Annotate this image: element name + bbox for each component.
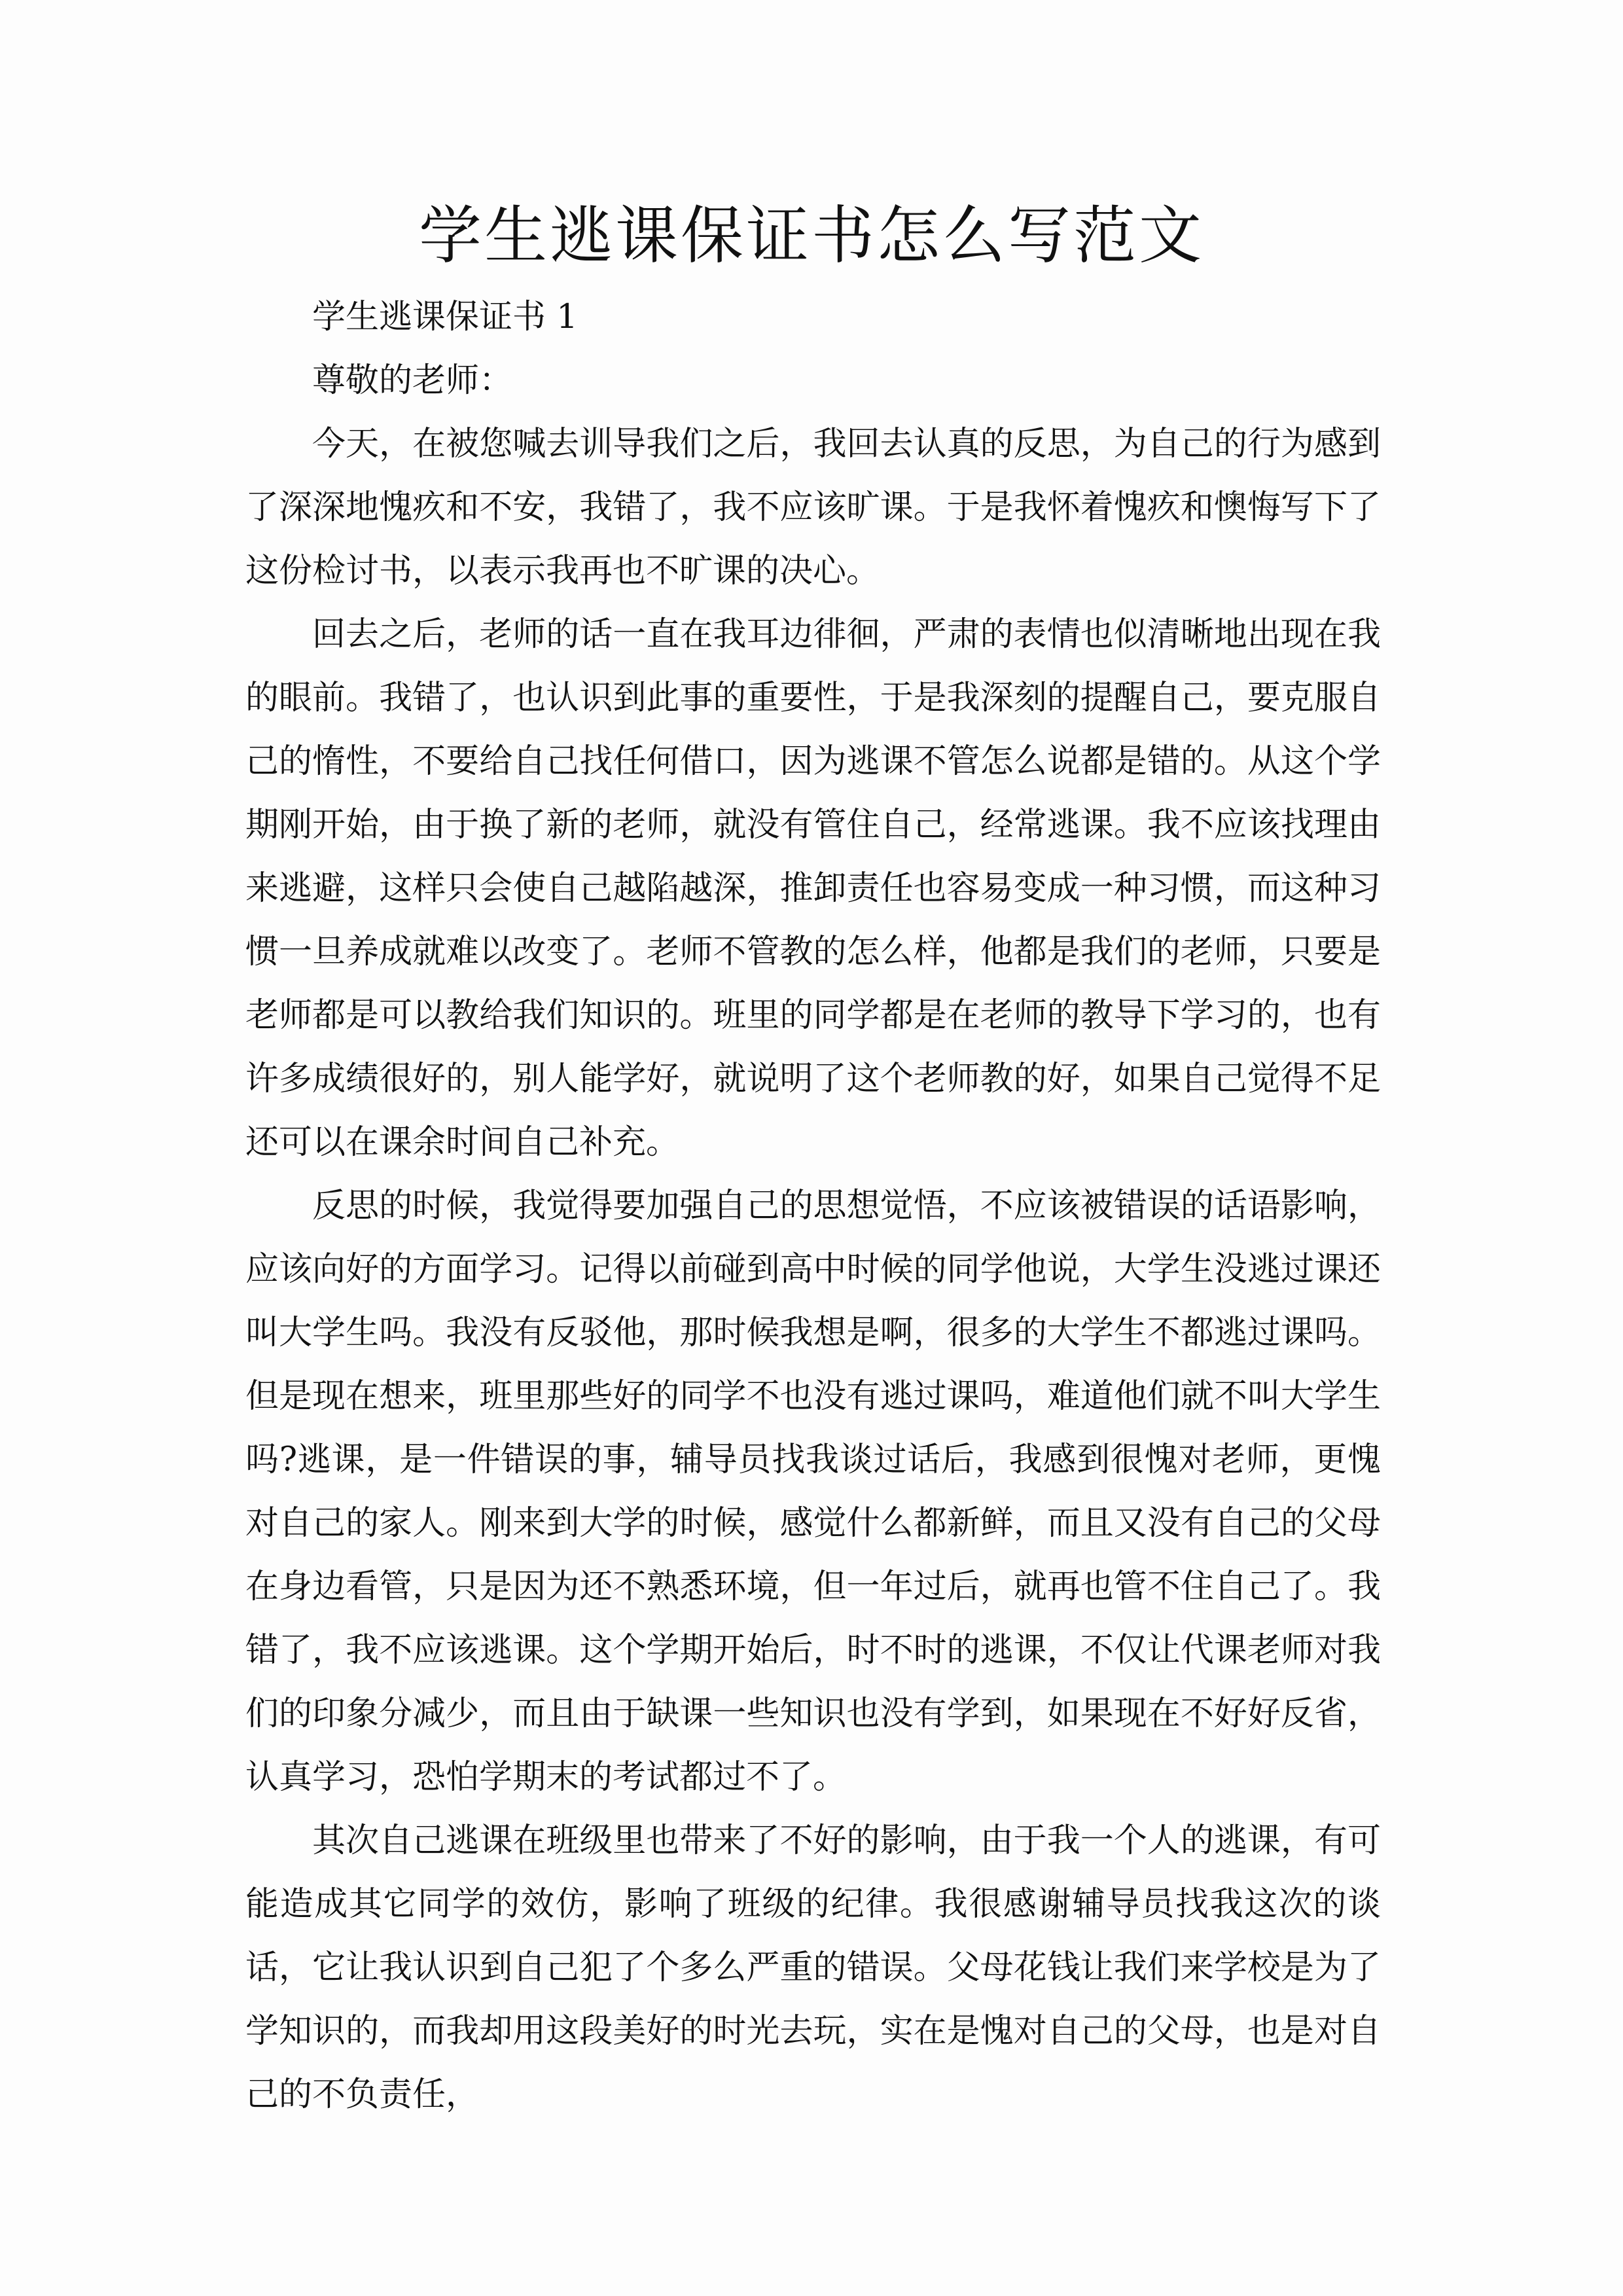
paragraph: 其次自己逃课在班级里也带来了不好的影响，由于我一个人的逃课，有可能造成其它同学的效仿，影响了班级的纪律。我很感谢辅导员找我这次的谈话，它让我认识到自己犯了个多么严重的错误。父母花钱让我们来学校是为了学知识的，而我却用这段美好的时光去玩，实在是愧对自己的父母，也是对自己的不负责任， (245, 1821, 1381, 2114)
section-heading: 学生逃课保证书 1 (312, 298, 578, 336)
salutation: 尊敬的老师： (312, 361, 513, 400)
paragraph: 回去之后，老师的话一直在我耳边徘徊，严肃的表情也似清晰地出现在我的眼前。我错了，也认识到此事的重要性，于是我深刻的提醒自己，要克服自己的惰性，不要给自己找任何借口，因为逃课不管怎么说都是错的。从这个学期刚开始，由于换了新的老师，就没有管住自己，经常逃课。我不应该找理由来逃避，这样只会使自己越陷越深，推卸责任也容易变成一种习惯，而这种习惯一旦养成就难以改变了。老师不管教的怎么样，他都是我们的老师，只要是老师都是可以教给我们知识的。班里的同学都是在老师的教导下学习的，也有许多成绩很好的，别人能学好，就说明了这个老师教的好，如果自己觉得不足还可以在课余时间自己补充。 (245, 615, 1381, 1162)
paragraph: 反思的时候，我觉得要加强自己的思想觉悟，不应该被错误的话语影响，应该向好的方面学习。记得以前碰到高中时候的同学他说，大学生没逃过课还叫大学生吗。我没有反驳他，那时候我想是啊，很多的大学生不都逃过课吗。但是现在想来，班里那些好的同学不也没有逃过课吗，难道他们就不叫大学生吗?逃课，是一件错误的事，辅导员找我谈过话后，我感到很愧对老师，更愧对自己的家人。刚来到大学的时候，感觉什么都新鲜，而且又没有自己的父母在身边看管，只是因为还不熟悉环境，但一年过后，就再也管不住自己了。我错了，我不应该逃课。这个学期开始后，时不时的逃课，不仅让代课老师对我们的印象分减少，而且由于缺课一些知识也没有学到，如果现在不好好反省，认真学习，恐怕学期末的考试都过不了。 (245, 1187, 1381, 1797)
document-title: 学生逃课保证书怎么写范文 (419, 199, 1204, 272)
paragraph: 今天，在被您喊去训导我们之后，我回去认真的反思，为自己的行为感到了深深地愧疚和不安，我错了，我不应该旷课。于是我怀着愧疚和懊悔写下了这份检讨书，以表示我再也不旷课的决心。 (245, 425, 1381, 590)
document-body (245, 285, 1381, 2126)
